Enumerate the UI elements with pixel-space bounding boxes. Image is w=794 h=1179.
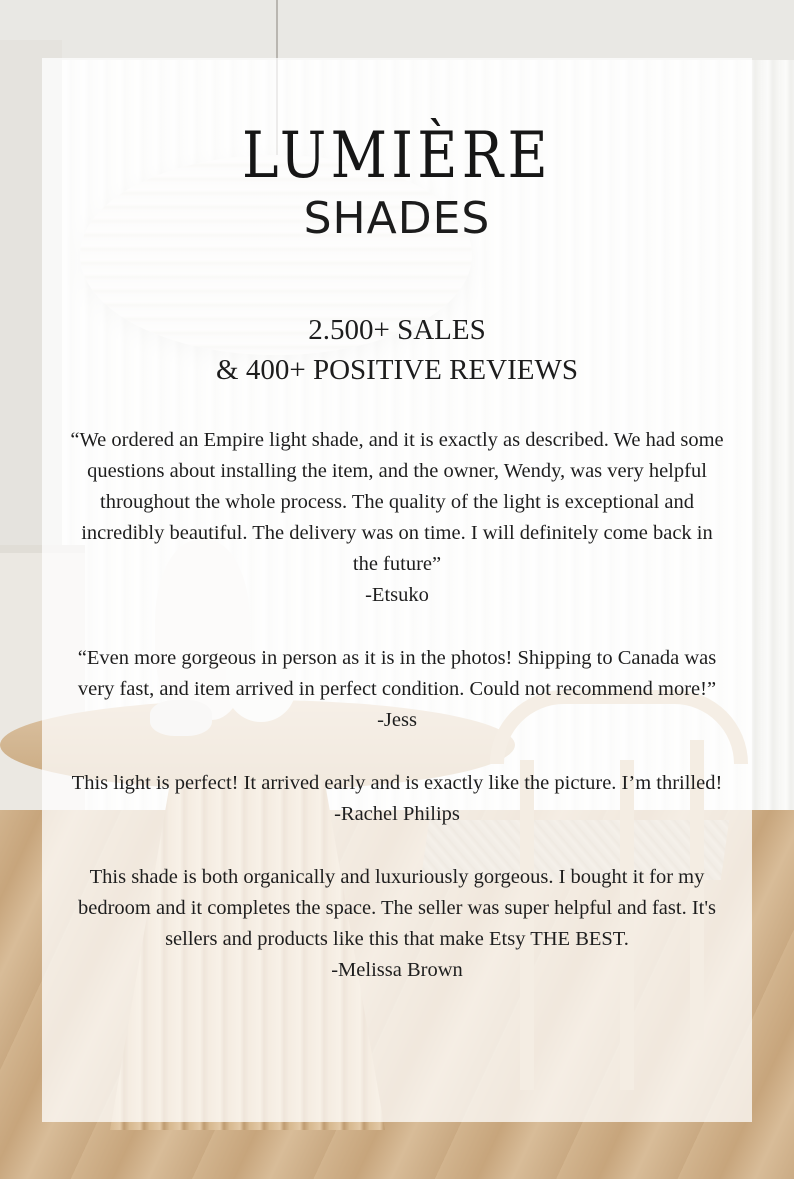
review-author: -Etsuko	[365, 584, 429, 606]
review-text: This light is perfect! It arrived early and is exactly like the picture. I’m thrilled!	[71, 772, 723, 794]
review-text: “We ordered an Empire light shade, and it is exactly as described. We had some questions about installing the item, and the owner, Wendy, was very helpful throughout the whole process. The quality of the light is exceptional and incredibly beautiful. The delivery was on time. I will definitely come back in the future”	[70, 429, 724, 575]
review-item	[70, 643, 724, 736]
review-text: This shade is both organically and luxuriously gorgeous. I bought it for my bedroom and it completes the space. The seller was super helpful and fast. It's sellers and products like this that make Etsy THE BEST.	[77, 866, 717, 950]
review-item	[70, 862, 724, 986]
review-list	[70, 425, 724, 1018]
review-text: “Even more gorgeous in person as it is in the photos! Shipping to Canada was very fast, and item arrived in perfect condition. Could not recommend more!”	[77, 647, 717, 700]
review-author: -Melissa Brown	[331, 959, 463, 981]
headline-line-1: 2.500+ SALES	[308, 314, 486, 346]
brand-name-top: LUMIÈRE	[242, 119, 552, 193]
brand-logo	[0, 120, 794, 244]
review-author: -Rachel Philips	[334, 803, 460, 825]
headline-line-2: & 400+ POSITIVE REVIEWS	[216, 354, 578, 386]
sales-headline	[0, 310, 794, 390]
review-item	[70, 425, 724, 611]
review-author: -Jess	[377, 709, 417, 731]
review-item	[70, 768, 724, 830]
brand-name-bottom: SHADES	[303, 193, 491, 244]
ceiling	[0, 0, 794, 60]
